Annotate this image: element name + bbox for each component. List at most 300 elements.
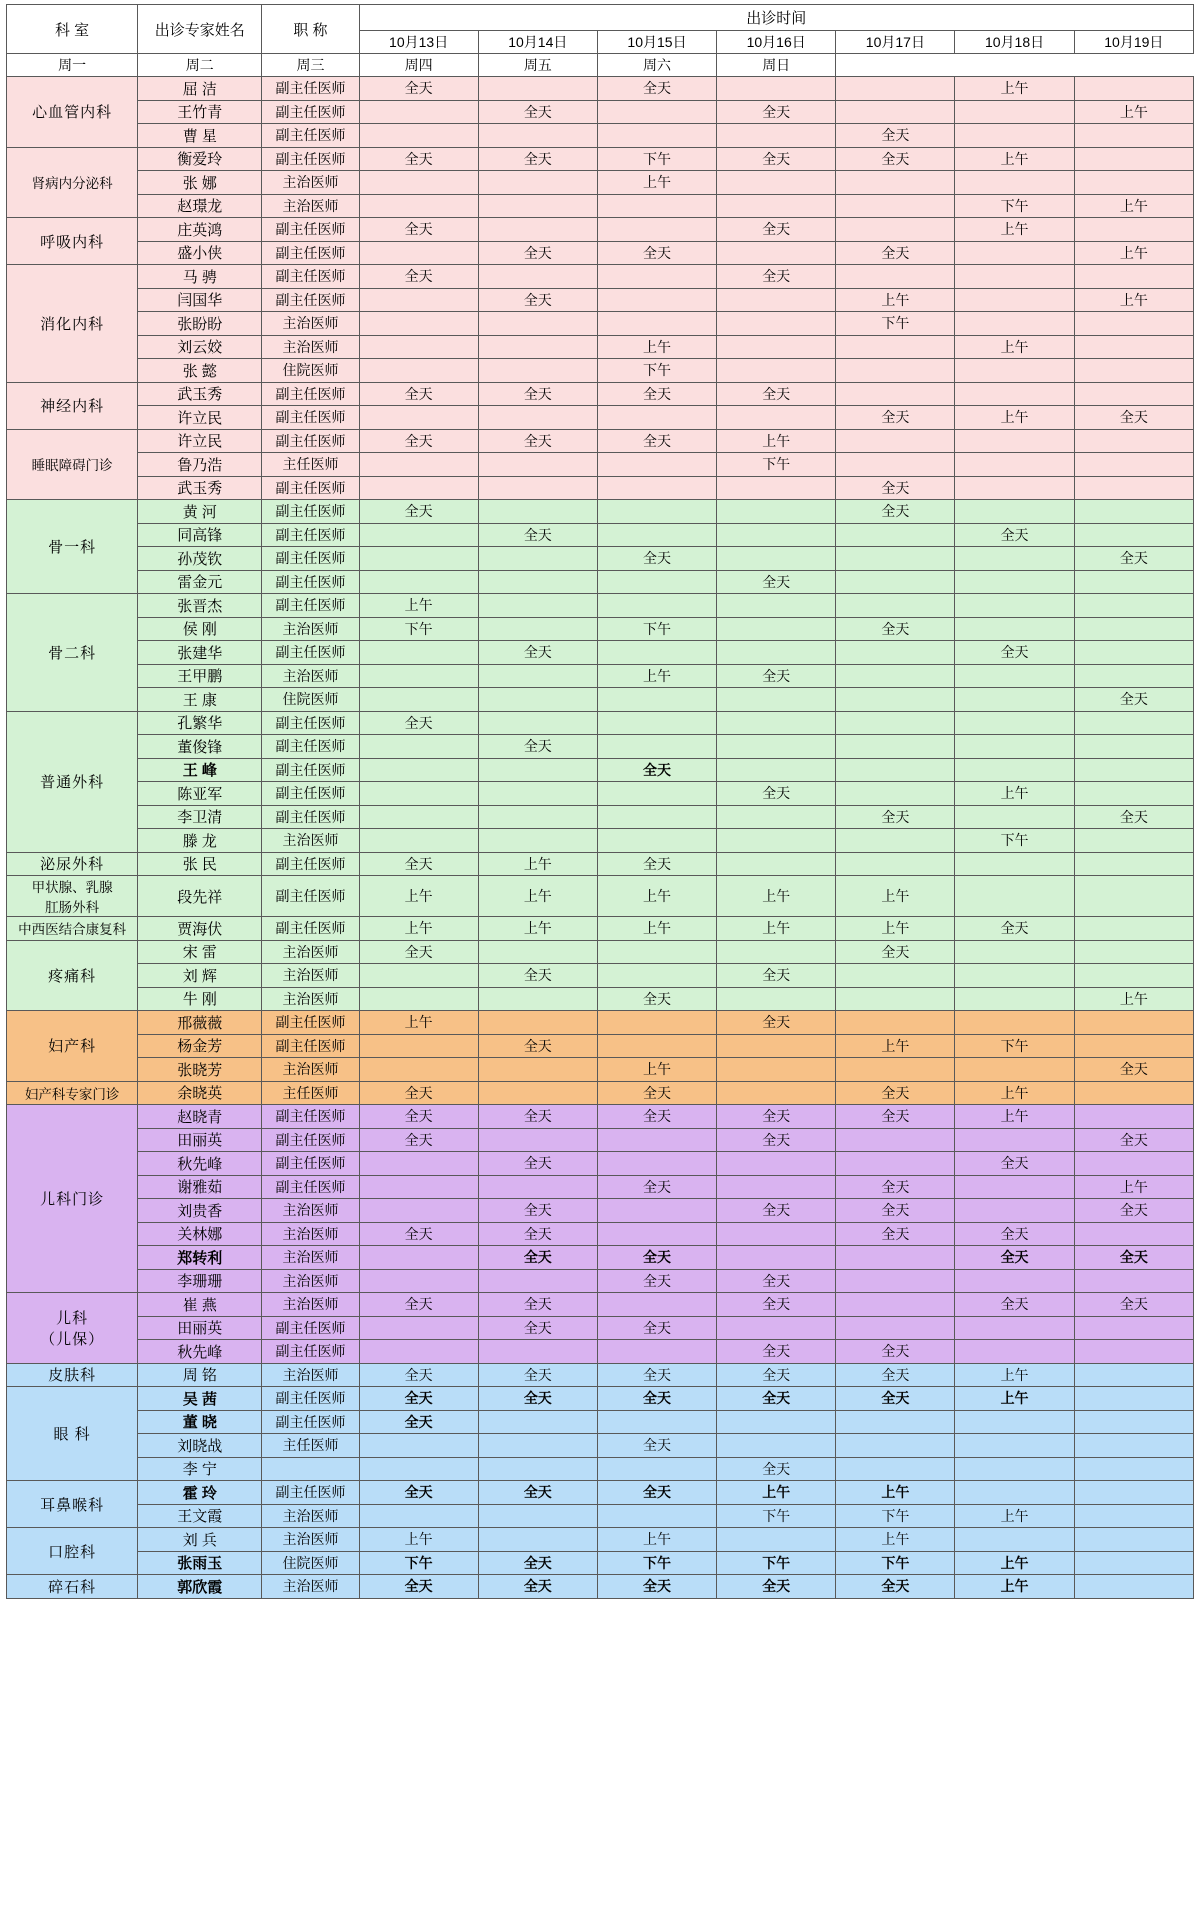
table-row: [7, 829, 1194, 853]
schedule-slot-day3: 全天: [597, 241, 716, 265]
schedule-slot-day3: [597, 829, 716, 853]
doctor-title-cell: 副主任医师: [262, 124, 359, 148]
schedule-slot-day4: [717, 1434, 836, 1458]
doctor-name-cell: 秋先峰: [138, 1152, 262, 1176]
header-date-3: 10月15日: [597, 31, 716, 54]
schedule-slot-day5: 全天: [836, 1340, 955, 1364]
doctor-name-cell: 武玉秀: [138, 476, 262, 500]
schedule-slot-day4: 全天: [717, 1269, 836, 1293]
schedule-slot-day6: [955, 664, 1074, 688]
schedule-slot-day3: 全天: [597, 1269, 716, 1293]
department-cell: 泌尿外科: [7, 852, 138, 876]
doctor-name-cell: 赵晓青: [138, 1105, 262, 1129]
schedule-slot-day6: [955, 1011, 1074, 1035]
schedule-slot-day3: [597, 1457, 716, 1481]
schedule-slot-day3: [597, 805, 716, 829]
schedule-slot-day7: [1074, 1011, 1193, 1035]
schedule-slot-day2: [478, 359, 597, 383]
schedule-slot-day5: 全天: [836, 124, 955, 148]
schedule-slot-day1: 全天: [359, 500, 478, 524]
schedule-slot-day1: 全天: [359, 1575, 478, 1599]
schedule-slot-day7: [1074, 617, 1193, 641]
doctor-title-cell: 副主任医师: [262, 641, 359, 665]
schedule-slot-day7: 上午: [1074, 241, 1193, 265]
schedule-slot-day5: [836, 171, 955, 195]
schedule-slot-day7: [1074, 500, 1193, 524]
schedule-slot-day7: 全天: [1074, 1246, 1193, 1270]
schedule-slot-day2: 全天: [478, 523, 597, 547]
doctor-title-cell: 副主任医师: [262, 1175, 359, 1199]
doctor-name-cell: 张雨玉: [138, 1551, 262, 1575]
schedule-slot-day3: 上午: [597, 1528, 716, 1552]
department-cell: 妇产科: [7, 1011, 138, 1082]
schedule-slot-day1: 全天: [359, 1293, 478, 1317]
doctor-title-cell: 主治医师: [262, 940, 359, 964]
doctor-title-cell: 副主任医师: [262, 570, 359, 594]
doctor-name-cell: 张建华: [138, 641, 262, 665]
doctor-title-cell: 副主任医师: [262, 406, 359, 430]
doctor-name-cell: 孙茂钦: [138, 547, 262, 571]
schedule-slot-day7: [1074, 829, 1193, 853]
schedule-slot-day4: [717, 940, 836, 964]
doctor-title-cell: 副主任医师: [262, 241, 359, 265]
schedule-slot-day4: 全天: [717, 218, 836, 242]
table-row: [7, 1269, 1194, 1293]
table-row: [7, 758, 1194, 782]
schedule-slot-day2: [478, 547, 597, 571]
table-row: [7, 429, 1194, 453]
doctor-title-cell: 主任医师: [262, 453, 359, 477]
doctor-name-cell: 许立民: [138, 406, 262, 430]
schedule-slot-day4: 全天: [717, 100, 836, 124]
schedule-slot-day2: 全天: [478, 1246, 597, 1270]
schedule-slot-day7: 全天: [1074, 688, 1193, 712]
schedule-slot-day4: [717, 1175, 836, 1199]
doctor-title-cell: 主治医师: [262, 335, 359, 359]
schedule-slot-day3: 下午: [597, 147, 716, 171]
schedule-slot-day5: [836, 1152, 955, 1176]
schedule-slot-day6: [955, 876, 1074, 917]
schedule-slot-day7: [1074, 876, 1193, 917]
schedule-slot-day1: 下午: [359, 1551, 478, 1575]
table-row: [7, 453, 1194, 477]
schedule-slot-day4: [717, 1528, 836, 1552]
schedule-slot-day5: [836, 335, 955, 359]
doctor-title-cell: 主治医师: [262, 664, 359, 688]
schedule-slot-day7: [1074, 1551, 1193, 1575]
schedule-slot-day5: [836, 688, 955, 712]
schedule-slot-day5: [836, 218, 955, 242]
schedule-slot-day4: [717, 758, 836, 782]
doctor-name-cell: 吴 茜: [138, 1387, 262, 1411]
schedule-slot-day5: [836, 735, 955, 759]
doctor-title-cell: 主任医师: [262, 1081, 359, 1105]
schedule-slot-day2: [478, 1128, 597, 1152]
doctor-title-cell: 主治医师: [262, 1575, 359, 1599]
schedule-slot-day4: 全天: [717, 1363, 836, 1387]
doctor-title-cell: 副主任医师: [262, 147, 359, 171]
schedule-slot-day4: 全天: [717, 570, 836, 594]
schedule-slot-day4: [717, 476, 836, 500]
doctor-title-cell: 主治医师: [262, 617, 359, 641]
schedule-slot-day6: [955, 241, 1074, 265]
schedule-slot-day6: [955, 429, 1074, 453]
schedule-slot-day1: [359, 453, 478, 477]
table-row: [7, 711, 1194, 735]
schedule-slot-day2: [478, 1504, 597, 1528]
schedule-slot-day5: [836, 964, 955, 988]
schedule-slot-day2: 全天: [478, 429, 597, 453]
department-cell: 骨二科: [7, 594, 138, 712]
schedule-slot-day5: [836, 1128, 955, 1152]
schedule-slot-day1: [359, 641, 478, 665]
schedule-slot-day2: [478, 1340, 597, 1364]
schedule-slot-day3: [597, 265, 716, 289]
schedule-slot-day2: 全天: [478, 1387, 597, 1411]
schedule-slot-day4: [717, 241, 836, 265]
outpatient-schedule-table: [6, 4, 1194, 1599]
schedule-slot-day2: [478, 500, 597, 524]
schedule-slot-day6: [955, 288, 1074, 312]
schedule-slot-day5: [836, 1011, 955, 1035]
schedule-slot-day7: [1074, 940, 1193, 964]
schedule-slot-day1: [359, 1246, 478, 1270]
schedule-slot-day2: [478, 570, 597, 594]
schedule-slot-day1: [359, 100, 478, 124]
doctor-title-cell: 副主任医师: [262, 1410, 359, 1434]
schedule-slot-day3: [597, 523, 716, 547]
header-doctor-name: 出诊专家姓名: [138, 5, 262, 54]
schedule-slot-day2: [478, 1457, 597, 1481]
schedule-slot-day5: 全天: [836, 617, 955, 641]
schedule-slot-day5: 全天: [836, 940, 955, 964]
department-cell: 甲状腺、乳腺 肛肠外科: [7, 876, 138, 917]
schedule-slot-day1: [359, 664, 478, 688]
schedule-slot-day2: [478, 265, 597, 289]
schedule-slot-day4: [717, 805, 836, 829]
schedule-slot-day6: [955, 1058, 1074, 1082]
schedule-slot-day1: [359, 1316, 478, 1340]
schedule-slot-day3: 上午: [597, 335, 716, 359]
department-cell: 儿科 （儿保）: [7, 1293, 138, 1364]
table-row: [7, 171, 1194, 195]
schedule-slot-day2: [478, 335, 597, 359]
schedule-slot-day6: [955, 312, 1074, 336]
schedule-slot-day4: [717, 594, 836, 618]
schedule-slot-day5: [836, 382, 955, 406]
table-row: [7, 1011, 1194, 1035]
schedule-slot-day2: 上午: [478, 852, 597, 876]
schedule-slot-day2: [478, 312, 597, 336]
schedule-slot-day6: [955, 1199, 1074, 1223]
schedule-slot-day3: [597, 1034, 716, 1058]
department-cell: 眼 科: [7, 1387, 138, 1481]
doctor-name-cell: 陈亚军: [138, 782, 262, 806]
header-weekday-7: 周日: [717, 54, 836, 77]
schedule-slot-day6: 上午: [955, 1081, 1074, 1105]
header-date-2: 10月14日: [478, 31, 597, 54]
schedule-slot-day7: [1074, 476, 1193, 500]
doctor-name-cell: 马 骋: [138, 265, 262, 289]
table-row: [7, 876, 1194, 917]
schedule-slot-day6: [955, 1434, 1074, 1458]
table-row: [7, 288, 1194, 312]
schedule-slot-day5: [836, 594, 955, 618]
schedule-slot-day6: 全天: [955, 917, 1074, 941]
schedule-slot-day3: [597, 1152, 716, 1176]
table-header: [7, 5, 1194, 77]
schedule-slot-day6: 全天: [955, 1152, 1074, 1176]
schedule-slot-day4: 全天: [717, 1340, 836, 1364]
schedule-slot-day3: [597, 735, 716, 759]
schedule-slot-day1: [359, 829, 478, 853]
table-row: [7, 940, 1194, 964]
schedule-slot-day2: 全天: [478, 147, 597, 171]
schedule-slot-day1: 全天: [359, 1481, 478, 1505]
schedule-slot-day4: 上午: [717, 429, 836, 453]
table-row: [7, 1175, 1194, 1199]
schedule-slot-day6: [955, 758, 1074, 782]
schedule-slot-day2: [478, 688, 597, 712]
schedule-slot-day6: [955, 359, 1074, 383]
schedule-slot-day6: 上午: [955, 218, 1074, 242]
doctor-title-cell: 副主任医师: [262, 594, 359, 618]
schedule-slot-day5: [836, 987, 955, 1011]
doctor-title-cell: 副主任医师: [262, 523, 359, 547]
schedule-slot-day6: [955, 1481, 1074, 1505]
schedule-slot-day6: 下午: [955, 829, 1074, 853]
schedule-slot-day6: [955, 1457, 1074, 1481]
schedule-slot-day2: [478, 1269, 597, 1293]
schedule-slot-day5: [836, 100, 955, 124]
table-row: [7, 1481, 1194, 1505]
schedule-slot-day2: [478, 987, 597, 1011]
schedule-slot-day3: [597, 288, 716, 312]
schedule-slot-day6: [955, 805, 1074, 829]
table-row: [7, 735, 1194, 759]
schedule-slot-day4: [717, 617, 836, 641]
schedule-slot-day1: [359, 1504, 478, 1528]
schedule-slot-day7: [1074, 735, 1193, 759]
schedule-slot-day5: [836, 1434, 955, 1458]
schedule-slot-day7: [1074, 1504, 1193, 1528]
schedule-slot-day4: [717, 1081, 836, 1105]
schedule-slot-day5: 全天: [836, 406, 955, 430]
table-row: [7, 617, 1194, 641]
schedule-slot-day3: [597, 782, 716, 806]
schedule-slot-day7: 全天: [1074, 1058, 1193, 1082]
schedule-slot-day2: [478, 1528, 597, 1552]
table-row: [7, 100, 1194, 124]
schedule-slot-day1: [359, 570, 478, 594]
doctor-title-cell: 主治医师: [262, 1269, 359, 1293]
schedule-slot-day4: [717, 711, 836, 735]
doctor-name-cell: 武玉秀: [138, 382, 262, 406]
schedule-slot-day1: [359, 288, 478, 312]
schedule-slot-day2: [478, 805, 597, 829]
table-row: [7, 570, 1194, 594]
schedule-slot-day3: [597, 940, 716, 964]
schedule-slot-day6: [955, 688, 1074, 712]
table-row: [7, 1551, 1194, 1575]
department-cell: 神经内科: [7, 382, 138, 429]
schedule-slot-day1: 上午: [359, 1528, 478, 1552]
doctor-name-cell: 田丽英: [138, 1128, 262, 1152]
schedule-slot-day2: [478, 1081, 597, 1105]
schedule-slot-day3: [597, 688, 716, 712]
doctor-name-cell: 宋 雷: [138, 940, 262, 964]
schedule-slot-day2: [478, 1410, 597, 1434]
schedule-slot-day2: 全天: [478, 1152, 597, 1176]
schedule-slot-day6: 全天: [955, 641, 1074, 665]
schedule-slot-day5: 下午: [836, 1504, 955, 1528]
schedule-slot-day6: [955, 987, 1074, 1011]
schedule-slot-day3: 全天: [597, 1363, 716, 1387]
schedule-slot-day5: 全天: [836, 500, 955, 524]
schedule-slot-day1: 上午: [359, 594, 478, 618]
schedule-slot-day2: 全天: [478, 1551, 597, 1575]
schedule-slot-day7: [1074, 1434, 1193, 1458]
schedule-slot-day2: 全天: [478, 1481, 597, 1505]
table-row: [7, 1222, 1194, 1246]
schedule-slot-day3: 上午: [597, 917, 716, 941]
schedule-slot-day5: 全天: [836, 1105, 955, 1129]
schedule-slot-day3: [597, 1410, 716, 1434]
schedule-slot-day1: [359, 171, 478, 195]
doctor-name-cell: 同高锋: [138, 523, 262, 547]
schedule-slot-day1: [359, 406, 478, 430]
department-cell: 心血管内科: [7, 77, 138, 148]
schedule-slot-day3: 上午: [597, 1058, 716, 1082]
schedule-slot-day7: 全天: [1074, 1293, 1193, 1317]
schedule-slot-day4: [717, 1246, 836, 1270]
schedule-slot-day6: [955, 1316, 1074, 1340]
schedule-slot-day7: 上午: [1074, 987, 1193, 1011]
doctor-name-cell: 滕 龙: [138, 829, 262, 853]
schedule-slot-day7: 上午: [1074, 288, 1193, 312]
schedule-slot-day5: 下午: [836, 312, 955, 336]
schedule-slot-day6: [955, 265, 1074, 289]
schedule-slot-day6: 全天: [955, 1246, 1074, 1270]
schedule-slot-day2: [478, 1434, 597, 1458]
header-weekday-5: 周五: [478, 54, 597, 77]
schedule-slot-day2: 全天: [478, 641, 597, 665]
schedule-slot-day7: 全天: [1074, 406, 1193, 430]
schedule-slot-day5: [836, 523, 955, 547]
schedule-slot-day7: [1074, 382, 1193, 406]
schedule-slot-day3: [597, 453, 716, 477]
schedule-slot-day2: 上午: [478, 917, 597, 941]
schedule-slot-day6: 上午: [955, 782, 1074, 806]
doctor-title-cell: 副主任医师: [262, 876, 359, 917]
schedule-slot-day3: [597, 100, 716, 124]
table-row: [7, 664, 1194, 688]
schedule-slot-day5: [836, 1316, 955, 1340]
doctor-title-cell: 主治医师: [262, 1058, 359, 1082]
schedule-slot-day4: 下午: [717, 453, 836, 477]
doctor-title-cell: 主治医师: [262, 1222, 359, 1246]
schedule-slot-day3: 全天: [597, 1481, 716, 1505]
schedule-slot-day6: [955, 171, 1074, 195]
schedule-slot-day7: [1074, 171, 1193, 195]
doctor-title-cell: 主治医师: [262, 1528, 359, 1552]
header-date-7: 10月19日: [1074, 31, 1193, 54]
department-cell: 睡眠障碍门诊: [7, 429, 138, 500]
schedule-slot-day2: [478, 77, 597, 101]
header-visit-time: 出诊时间: [359, 5, 1193, 31]
schedule-slot-day6: [955, 382, 1074, 406]
header-date-5: 10月17日: [836, 31, 955, 54]
table-row: [7, 241, 1194, 265]
schedule-slot-day2: 全天: [478, 382, 597, 406]
doctor-title-cell: 副主任医师: [262, 852, 359, 876]
schedule-slot-day2: 上午: [478, 876, 597, 917]
schedule-slot-day7: 上午: [1074, 1175, 1193, 1199]
doctor-title-cell: 副主任医师: [262, 100, 359, 124]
doctor-title-cell: 副主任医师: [262, 382, 359, 406]
doctor-name-cell: 余晓英: [138, 1081, 262, 1105]
schedule-slot-day4: [717, 288, 836, 312]
schedule-slot-day7: [1074, 77, 1193, 101]
department-cell: 皮肤科: [7, 1363, 138, 1387]
doctor-title-cell: [262, 1457, 359, 1481]
schedule-slot-day4: 全天: [717, 1293, 836, 1317]
schedule-slot-day4: [717, 194, 836, 218]
header-weekday-3: 周三: [262, 54, 359, 77]
schedule-slot-day5: 全天: [836, 476, 955, 500]
schedule-slot-day3: [597, 1011, 716, 1035]
department-cell: 口腔科: [7, 1528, 138, 1575]
schedule-slot-day3: 全天: [597, 1175, 716, 1199]
schedule-slot-day6: 下午: [955, 1034, 1074, 1058]
schedule-slot-day1: 全天: [359, 1222, 478, 1246]
schedule-slot-day2: [478, 1175, 597, 1199]
schedule-slot-day4: 上午: [717, 876, 836, 917]
schedule-slot-day4: [717, 987, 836, 1011]
table-row: [7, 1105, 1194, 1129]
schedule-slot-day5: 全天: [836, 147, 955, 171]
doctor-name-cell: 郑转利: [138, 1246, 262, 1270]
schedule-slot-day2: 全天: [478, 288, 597, 312]
schedule-slot-day6: 全天: [955, 1293, 1074, 1317]
doctor-title-cell: 副主任医师: [262, 500, 359, 524]
schedule-slot-day7: [1074, 1481, 1193, 1505]
table-row: [7, 1363, 1194, 1387]
schedule-slot-day6: 全天: [955, 523, 1074, 547]
table-row: [7, 1340, 1194, 1364]
schedule-slot-day1: 全天: [359, 1081, 478, 1105]
schedule-slot-day1: [359, 1434, 478, 1458]
doctor-title-cell: 副主任医师: [262, 917, 359, 941]
schedule-slot-day7: [1074, 359, 1193, 383]
schedule-slot-day3: 全天: [597, 1081, 716, 1105]
schedule-slot-day7: [1074, 1152, 1193, 1176]
table-row: [7, 641, 1194, 665]
schedule-slot-day1: 上午: [359, 917, 478, 941]
header-date-4: 10月16日: [717, 31, 836, 54]
schedule-slot-day7: 上午: [1074, 194, 1193, 218]
header-date-6: 10月18日: [955, 31, 1074, 54]
doctor-name-cell: 李卫清: [138, 805, 262, 829]
table-row: [7, 1316, 1194, 1340]
schedule-slot-day4: [717, 171, 836, 195]
schedule-slot-day6: 上午: [955, 1504, 1074, 1528]
schedule-slot-day2: [478, 829, 597, 853]
schedule-slot-day1: 全天: [359, 1410, 478, 1434]
schedule-slot-day6: [955, 500, 1074, 524]
schedule-slot-day4: 全天: [717, 1105, 836, 1129]
schedule-slot-day3: [597, 312, 716, 336]
